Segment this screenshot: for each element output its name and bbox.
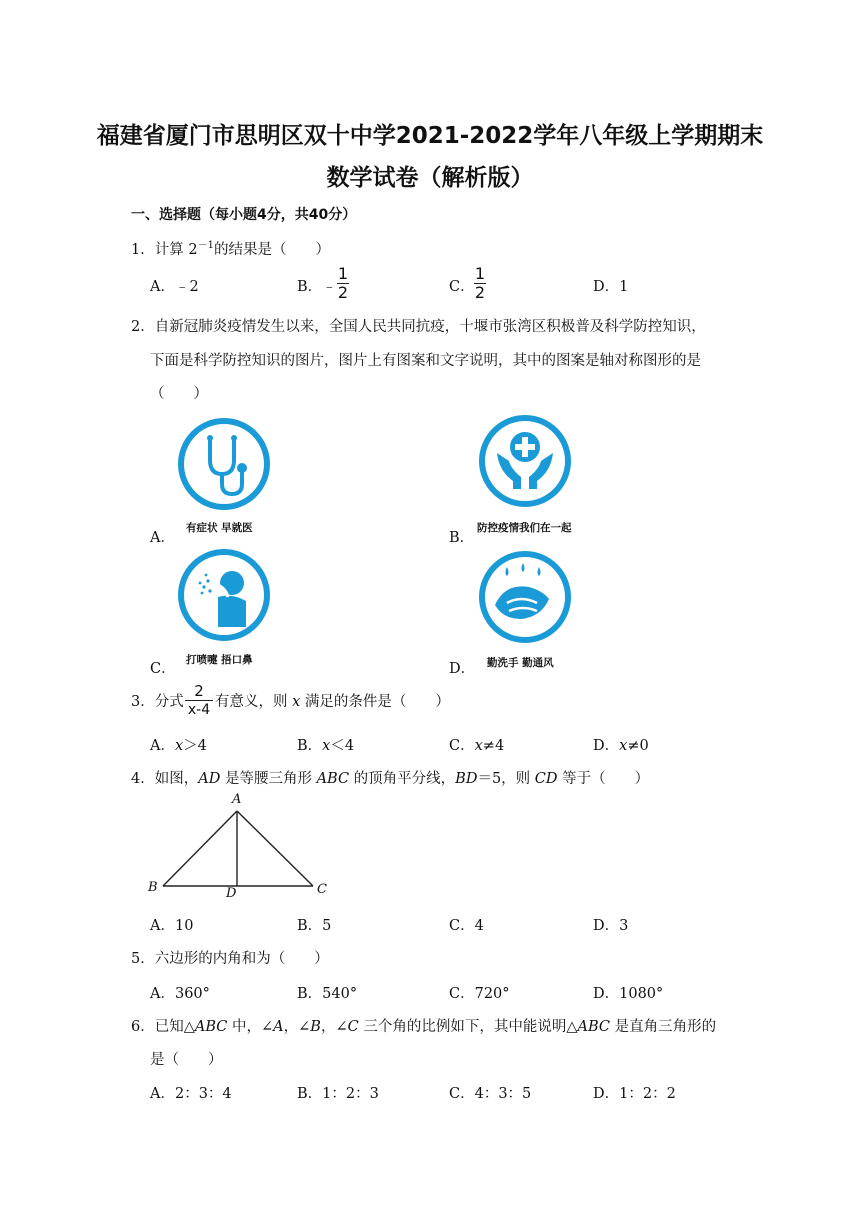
- denominator: 2: [474, 283, 486, 302]
- q6-option-d: D．1：2：2: [593, 1086, 676, 1102]
- q6-option-b: B．1：2：3: [297, 1086, 379, 1102]
- q1-option-b-fraction: [336, 265, 350, 302]
- question-text: 六边形的内角和为（ ）: [154, 951, 329, 967]
- document-title-line2: 数学试卷（解析版）: [326, 165, 534, 191]
- q4-option-d: D．3: [593, 918, 629, 934]
- stethoscope-icon: [176, 416, 272, 512]
- q5-option-a: A．360°: [150, 986, 210, 1002]
- q4-option-c: C．4: [449, 918, 484, 934]
- question-text: 自新冠肺炎疫情发生以来，全国人民共同抗疫，十堰市张湾区积极普及科学防控知识，: [154, 319, 706, 335]
- question-6-line1: 6．已知△ABC 中，∠A，∠B，∠C 三个角的比例如下，其中能说明△ABC 是直角三角形的: [131, 1019, 717, 1035]
- denominator: x-4: [187, 702, 211, 718]
- question-number: 3．: [131, 694, 155, 710]
- q5-option-c: C．720°: [449, 986, 510, 1002]
- icon-c-caption: 打喷嚏 捂口鼻: [186, 654, 253, 666]
- q5-option-b: B．540°: [297, 986, 358, 1002]
- section-heading: 一、选择题（每小题4分，共40分）: [131, 207, 357, 223]
- q4-option-a: A．10: [150, 918, 194, 934]
- sneeze-cover-icon: [176, 547, 272, 643]
- q2-option-a: A．: [150, 530, 175, 546]
- q2-option-c: C．: [150, 661, 176, 677]
- q3-option-a: A．x＞4: [150, 738, 207, 754]
- hands-medical-cross-icon: [477, 413, 573, 509]
- question-4: 4．如图，AD 是等腰三角形 ABC 的顶角平分线，BD＝5，则 CD 等于（ ）: [131, 771, 650, 787]
- q3-fraction: [184, 682, 214, 719]
- question-text: 分式: [154, 694, 184, 710]
- question-6-line2: 是（ ）: [150, 1052, 223, 1068]
- q1-option-d: D．1: [593, 279, 629, 295]
- denominator: 2: [337, 283, 349, 302]
- vertex-label-d: D: [226, 886, 237, 901]
- question-number: 6．: [131, 1019, 155, 1035]
- icon-a-caption: 有症状 早就医: [186, 522, 253, 534]
- q1-option-c-fraction: [473, 265, 487, 302]
- question-number: 5．: [131, 951, 155, 967]
- q2-option-b: B．: [449, 530, 475, 546]
- numerator: 1: [337, 264, 349, 283]
- document-title-line1: 福建省厦门市思明区双十中学2021-2022学年八年级上学期期末: [96, 123, 764, 149]
- question-number: 4．: [131, 771, 155, 787]
- q4-option-b: B．5: [297, 918, 332, 934]
- question-number: 1．: [131, 241, 155, 258]
- numerator: 2: [194, 682, 204, 700]
- q5-option-d: D．1080°: [593, 986, 664, 1002]
- question-1: [131, 236, 330, 259]
- icon-d-caption: 勤洗手 勤通风: [487, 657, 554, 669]
- question-3-prefix: [131, 690, 184, 711]
- question-number: 2．: [131, 319, 155, 335]
- question-3-suffix: 有意义，则 x 满足的条件是（ ）: [215, 694, 450, 710]
- vertex-label-b: B: [148, 880, 158, 895]
- icon-b-caption: 防控疫情我们在一起: [477, 522, 572, 534]
- question-text: 计算 2: [154, 241, 198, 258]
- q1-option-c-label: C．: [449, 279, 475, 295]
- hand-washing-icon: [477, 549, 573, 645]
- question-2-line2: 下面是科学防控知识的图片，图片上有图案和文字说明，其中的图案是轴对称图形的是: [150, 353, 701, 369]
- vertex-label-c: C: [317, 882, 327, 897]
- q1-option-b-label: B．﹣: [297, 279, 337, 295]
- q6-option-c: C．4：3：5: [449, 1086, 532, 1102]
- q6-option-a: A．2：3：4: [150, 1086, 232, 1102]
- q3-option-c: C．x≠4: [449, 738, 505, 754]
- isosceles-triangle-figure: [145, 793, 345, 903]
- numerator: 1: [474, 264, 486, 283]
- vertex-label-a: A: [232, 792, 242, 807]
- question-2-line1: [131, 315, 706, 336]
- question-text: 的结果是（ ）: [213, 241, 330, 258]
- q3-option-d: D．x≠0: [593, 738, 649, 754]
- q3-option-b: B．x＜4: [297, 738, 355, 754]
- question-2-line3: （ ）: [150, 386, 208, 402]
- exponent: －1: [197, 240, 214, 251]
- q1-option-a: A．﹣2: [150, 279, 199, 295]
- q2-option-d: D．: [449, 661, 476, 677]
- question-5: [131, 947, 329, 968]
